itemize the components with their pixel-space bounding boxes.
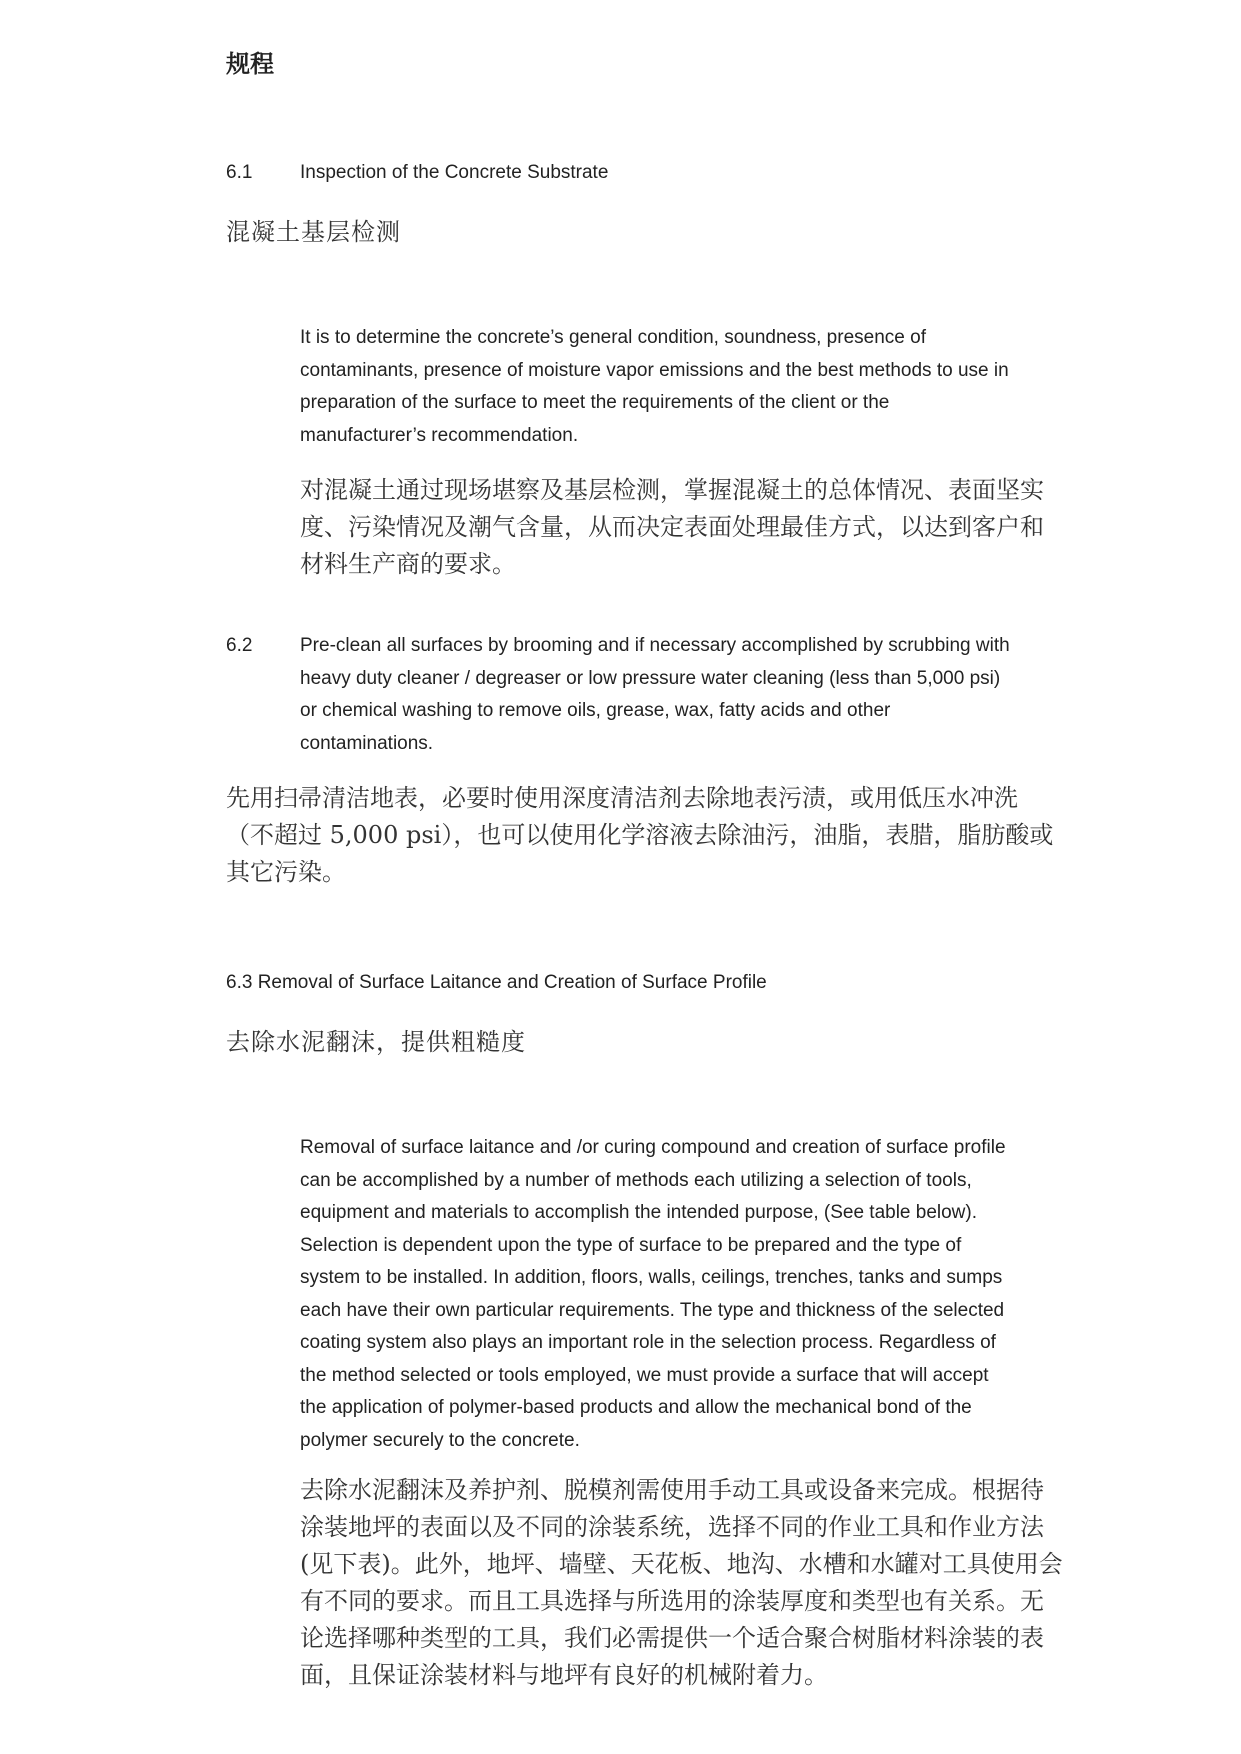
text-line: can be accomplished by a number of methods each utilizing a selection of tools, xyxy=(300,1169,972,1191)
section-6-2-zh-paragraph xyxy=(226,780,1053,891)
text-line: coating system also plays an important role in the selection process. Regardless of xyxy=(300,1332,996,1353)
section-6-3-en-paragraph xyxy=(300,1132,1006,1457)
text-line: heavy duty cleaner / degreaser or low pressure water cleaning (less than 5,000 psi) xyxy=(300,667,1001,689)
text-line: （不超过 5,000 psi），也可以使用化学溶液去除油污，油脂，表腊，脂肪酸或 xyxy=(226,821,1054,849)
section-6-3-zh-title: 去除水泥翻沫，提供粗糙度 xyxy=(226,1028,526,1056)
text-line: equipment and materials to accomplish the intended purpose, (See table below). xyxy=(300,1202,978,1223)
text-line: It is to determine the concrete’s general condition, soundness, presence of xyxy=(300,327,926,348)
text-line: 材料生产商的要求。 xyxy=(300,550,516,578)
section-6-2-en-paragraph xyxy=(300,630,1010,760)
text-line: 对混凝土通过现场堪察及基层检测，掌握混凝土的总体情况、表面坚实 xyxy=(300,476,1044,504)
section-6-3-heading: 6.3 Removal of Surface Laitance and Creation of Surface Profile xyxy=(226,972,767,993)
text-line: 面，且保证涂装材料与地坪有良好的机械附着力。 xyxy=(300,1661,828,1689)
section-6-1-title: Inspection of the Concrete Substrate xyxy=(300,162,609,183)
text-line: 先用扫帚清洁地表，必要时使用深度清洁剂去除地表污渍，或用低压水冲洗 xyxy=(226,784,1018,812)
text-line: contaminants, presence of moisture vapor emissions and the best methods to use in xyxy=(300,359,1009,381)
text-line: each have their own particular requirements. The type and thickness of the selected xyxy=(300,1299,1005,1321)
text-line: 去除水泥翻沫及养护剂、脱模剂需使用手动工具或设备来完成。根据待 xyxy=(300,1476,1044,1504)
text-line: 其它污染。 xyxy=(226,858,346,886)
text-line: Pre-clean all surfaces by brooming and if necessary accomplished by scrubbing with xyxy=(300,635,1010,656)
text-line: (见下表)。此外，地坪、墙壁、天花板、地沟、水槽和水罐对工具使用会 xyxy=(300,1550,1063,1578)
text-line: Removal of surface laitance and /or curing compound and creation of surface profile xyxy=(300,1137,1006,1158)
text-line: 论选择哪种类型的工具，我们必需提供一个适合聚合树脂材料涂装的表 xyxy=(300,1624,1044,1652)
text-line: or chemical washing to remove oils, grease, wax, fatty acids and other xyxy=(300,700,891,721)
section-6-1-zh-paragraph xyxy=(300,472,1044,583)
section-6-1-zh-title: 混凝土基层检测 xyxy=(226,218,401,246)
text-line: polymer securely to the concrete. xyxy=(300,1429,580,1451)
text-line: 度、污染情况及潮气含量，从而决定表面处理最佳方式，以达到客户和 xyxy=(300,513,1044,541)
page-title: 规程 xyxy=(226,50,274,78)
section-6-1-number: 6.1 xyxy=(226,162,253,183)
text-line: the application of polymer-based products and allow the mechanical bond of the xyxy=(300,1397,972,1418)
text-line: the method selected or tools employed, we must provide a surface that will accept xyxy=(300,1364,989,1386)
text-line: manufacturer’s recommendation. xyxy=(300,424,579,446)
section-6-2-number: 6.2 xyxy=(226,635,253,656)
text-line: preparation of the surface to meet the requirements of the client or the xyxy=(300,392,890,413)
text-line: 有不同的要求。而且工具选择与所选用的涂装厚度和类型也有关系。无 xyxy=(300,1587,1044,1615)
text-line: 涂装地坪的表面以及不同的涂装系统，选择不同的作业工具和作业方法 xyxy=(300,1513,1044,1541)
section-6-3-zh-paragraph xyxy=(300,1472,1063,1694)
section-6-1-en-paragraph xyxy=(300,322,1009,452)
text-line: system to be installed. In addition, floors, walls, ceilings, trenches, tanks and sumps xyxy=(300,1267,1003,1288)
text-line: Selection is dependent upon the type of surface to be prepared and the type of xyxy=(300,1234,962,1256)
text-line: contaminations. xyxy=(300,732,434,754)
